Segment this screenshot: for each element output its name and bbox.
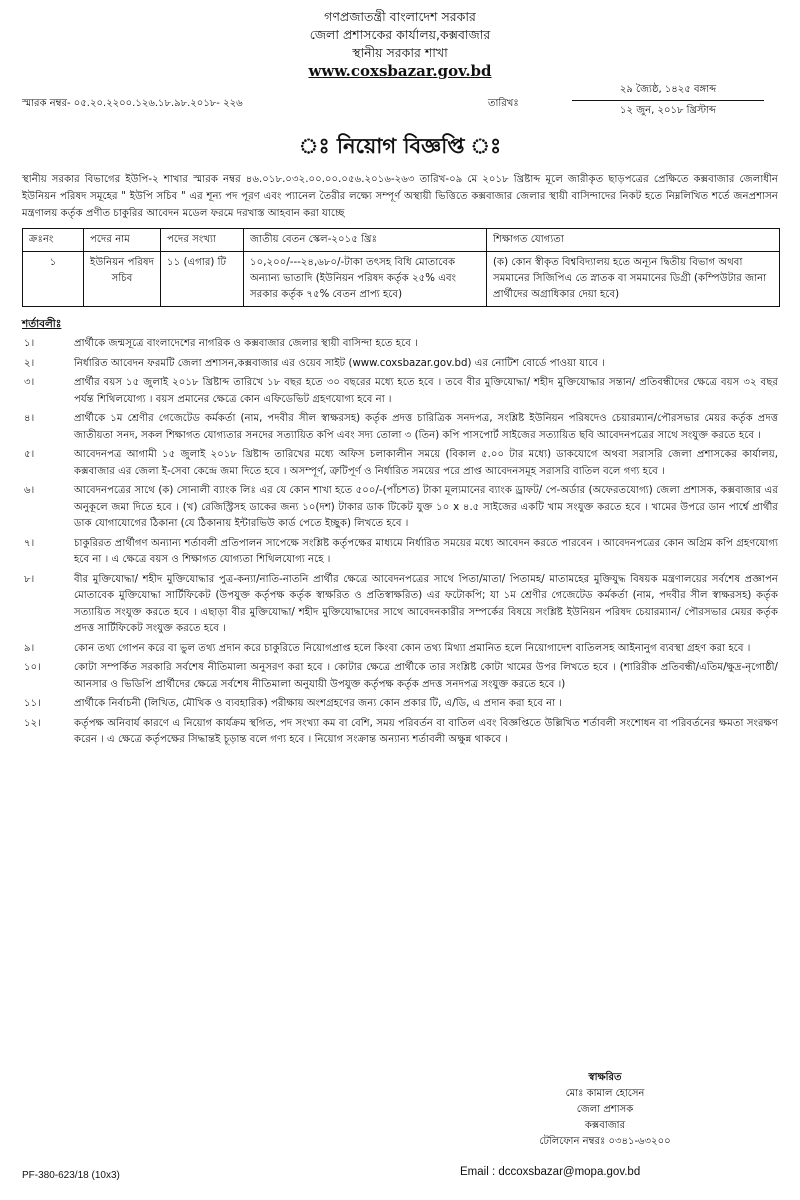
condition-item [22, 536, 778, 569]
col-scale: জাতীয় বেতন স্কেল-২০১৫ খ্রিঃ [244, 229, 487, 252]
cell-post: ইউনিয়ন পরিষদ সচিব [84, 252, 161, 307]
condition-number: ৫। [24, 449, 35, 460]
condition-text: প্রার্থীকে নির্বাচনী (লিখিত, মৌখিক ও ব্যবহারিক) পরীক্ষায় অংশগ্রহণের জন্য কোন প্রকার টি, এ/ডি, এ প্রদান করা হবে না । [74, 698, 563, 709]
condition-item [22, 411, 778, 444]
date-divider [572, 100, 764, 101]
intro-paragraph: স্থানীয় সরকার বিভাগের ইউপি-২ শাখার স্মারক নম্বর ৪৬.০১৮.০৩২.০০.০০.০৫৬.২০১৬-২৬৩ তারিখ-০৯ মে ২০১৮ খ্রিষ্টাব্দ মূলে জারীকৃত ছাড়পত্রের প্রেক্ষিতে কক্সবাজার জেলাধীন ইউনিয়ন পরিষদ সমূহের " ইউপি সচিব " এর শূন্য পদ পূরণ এবং প্যানেল তৈরীর লক্ষ্যে সম্পূর্ণ অস্থায়ী ভিত্তিতে কক্সবাজার জেলার স্থায়ী বাসিন্দাদের নিকট হতে নিম্নলিখিত শর্তে জনপ্রশাসন মন্ত্রণালয় কর্তৃক প্রণীত চাকুরির আবেদন মডেল ফরমে দরখাস্ত আহবান করা যাচ্ছে [22, 174, 778, 219]
notice-title: ঃ নিয়োগ বিজ্ঞপ্তি ঃ [298, 134, 502, 158]
branch-name: স্থানীয় সরকার শাখা [352, 45, 448, 60]
condition-text: কোটা সম্পর্কিত সরকারি সর্বশেষ নীতিমালা অনুসরণ করা হবে । কোটার ক্ষেত্রে প্রার্থীকে তার সংশ্লিষ্ট কোটা খামের উপর লিখতে হবে । (শারিরীক প্রতিবন্ধী/এতিম/ক্ষুদ্র-নৃগোষ্ঠী/আনসার ও ভিডিপি প্রার্থীদের ক্ষেত্রে সর্বশেষ নীতিমালা অনুযায়ী উপযুক্ত কর্তৃপক্ষ কর্তৃক প্রদত্ত সনদপত্র সংযুক্ত করতে হবে ।) [74, 662, 778, 690]
date-english: ১২ জুন, ২০১৮ খ্রিস্টাব্দ [620, 105, 716, 116]
memo-row [18, 82, 782, 128]
condition-number: ১০। [24, 662, 41, 673]
condition-item [22, 447, 778, 480]
condition-item [22, 336, 778, 353]
signed-label: স্বাক্ষরিত [588, 1072, 622, 1083]
condition-number: ৭। [24, 537, 35, 549]
condition-item [22, 483, 778, 533]
govt-name: গণপ্রজাতন্ত্রী বাংলাদেশ সরকার [324, 9, 476, 24]
condition-text: প্রার্থীর বয়স ১৫ জুলাই ২০১৮ খ্রিষ্টাব্দ তারিখে ১৮ বছর হতে ৩০ বছরের মধ্যে হতে হবে । তবে বীর মুক্তিযোদ্ধা/ শহীদ মুক্তিযোদ্ধার সন্তান/ প্রতিবন্ধীদের ক্ষেত্রে বয়স ৩২ বছর পর্যন্ত শিথিলযোগ্য । বয়স প্রমানের ক্ষেত্রে কোন এফিডেভিট গ্রহণযোগ্য হবে না । [74, 377, 778, 405]
condition-text: চাকুরিরত প্রার্থীগণ অন্যান্য শর্তাবলী প্রতিপালন সাপেক্ষে সংশ্লিষ্ট কর্তৃপক্ষের মাধ্যমে নির্ধারিত সময়ের মধ্যে আবেদন করতে পারবেন । আবেদনপত্রের কোন অগ্রিম কপি গ্রহণযোগ্য হবে না । এ ক্ষেত্রে বয়স ও শিক্ষাগত যোগ্যতা শিথিলযোগ্য নহে । [74, 537, 778, 565]
condition-text: আবেদনপত্রের সাথে (ক) সোনালী ব্যাংক লিঃ এর যে কোন শাখা হতে ৫০০/-(পাঁচশত) টাকা মূল্যমানের ব্যাংক ড্রাফট/ পে-অর্ডার (অফেরতযোগ্য) জেলা প্রশাসক, কক্সবাজার এর অনুকূলে জমা দিতে হবে । (খ) রেজিস্ট্রিসহ ডাকের জন্য ১০(দশ) টাকার ডাক টিকেট যুক্ত ১০ x ৪.৫ সাইজের একটি খাম সংযুক্ত করতে হবে । খামের উপরে ডান পার্শ্বে প্রার্থীর ডাক যোগাযোগের ঠিকানা (যে ঠিকানায় ইন্টারভিউ কার্ড পেতে ইচ্ছুক) লিখতে হবে । [74, 485, 778, 529]
col-post: পদের নাম [84, 229, 161, 252]
col-count: পদের সংখ্যা [161, 229, 244, 252]
posts-table [22, 228, 780, 307]
col-qualification: শিক্ষাগত যোগ্যতা [487, 229, 780, 252]
condition-item [22, 641, 778, 658]
table-row [23, 252, 780, 307]
publication-code: PF-380-623/18 (10x3) [22, 1170, 120, 1181]
cell-scale: ১০,২০০/---২৪,৬৮০/-টাকা তৎসহ বিধি মোতাবেক অন্যান্য ভাতাদি (ইউনিয়ন পরিষদ কর্তৃক ২৫% এবং সরকার কর্তৃক ৭৫% বেতন প্রাপ্য হবে) [244, 252, 487, 307]
condition-text: বীর মুক্তিযোদ্ধা/ শহীদ মুক্তিযোদ্ধার পুত্র-কন্যা/নাতি-নাতনি প্রার্থীর ক্ষেত্রে আবেদনপত্রের সাথে পিতা/মাতা/ পিতামহ/ মাতামহের মুক্তিযুদ্ধ বিষয়ক মন্ত্রণালয়ের সর্বশেষ প্রজ্ঞাপন মোতাবেক মুক্তিযোদ্ধা সার্টিফিকেট (উপযুক্ত কর্তৃপক্ষ কর্তৃক স্বাক্ষরিত ও প্রতিস্বাক্ষরিত) এর ফটোকপি; যা ১ম শ্রেণীর গেজেটেড কর্মকর্তা (নাম, পদবীর সীল স্বাক্ষরসহ) কর্তৃক সত্যায়িত সংযুক্ত করতে হবে । এছাড়া বীর মুক্তিযোদ্ধা/ শহীদ মুক্তিযোদ্ধাদের সাথে আবেদনকারীর সম্পর্কের বিষয়ে সংশ্লিষ্ট ইউনিয়ন পরিষদ চেয়ারম্যান/ পৌরসভার মেয়র কর্তৃক প্রদত্ত সার্টিফিকেট সংযুক্ত করতে হবে । [74, 573, 778, 634]
condition-number: ২। [24, 357, 35, 369]
contact-email[interactable]: Email : dccoxsbazar@mopa.gov.bd [460, 1166, 641, 1178]
signatory-name: মোঃ কামাল হোসেন [565, 1088, 645, 1099]
condition-number: ১১। [24, 698, 41, 709]
date-label: তারিখঃ [488, 98, 519, 109]
condition-number: ১২। [24, 717, 41, 729]
date-block [558, 82, 778, 119]
condition-number: ৬। [24, 485, 35, 496]
cell-qualification: (ক) কোন স্বীকৃত বিশ্ববিদ্যালয় হতে অন্যূন দ্বিতীয় বিভাগ অথবা সমমানের সিজিপিএ তে স্নাতক বা সমমানের ডিগ্রী (কম্পিউটার জানা প্রার্থীদের অগ্রাধিকার দেয়া হবে) [487, 252, 780, 307]
condition-item [22, 572, 778, 638]
signatory-place: কক্সবাজার [584, 1120, 626, 1131]
condition-item [22, 356, 778, 373]
date-bangla: ২৯ জ্যৈষ্ঠ, ১৪২৫ বঙ্গাব্দ [619, 84, 717, 95]
table-header-row [23, 229, 780, 252]
condition-number: ১। [24, 338, 35, 349]
condition-text: কোন তথ্য গোপন করে বা ভুল তথ্য প্রদান করে চাকুরিতে নিয়োগপ্রাপ্ত হলে কিংবা কোন তথ্য মিথ্যা প্রমানিত হলে নিয়োগাদেশ বাতিলসহ আইনানুগ ব্যবস্থা গ্রহণ করা হবে । [74, 642, 751, 654]
condition-number: ৩। [24, 377, 35, 388]
memo-number: স্মারক নম্বর- ০৫.২০.২২০০.১২৬.১৮.৯৮.২০১৮- ২২৬ [22, 98, 243, 109]
telephone-number: টেলিফোন নম্বরঃ ০৩৪১-৬৩২০০ [539, 1136, 671, 1147]
condition-text: কর্তৃপক্ষ অনিবার্য কারণে এ নিয়োগ কার্যক্রম স্থগিত, পদ সংখ্যা কম বা বেশি, সময় পরিবর্তন বা বাতিল এবং বিজ্ঞপ্তিতে উল্লিখিত শর্তাবলী সংশোধন বা পরিবর্তনের ক্ষমতা সংরক্ষণ করেন । এ ক্ষেত্রে কর্তৃপক্ষের সিদ্ধান্তই চূড়ান্ত বলে গণ্য হবে । নিয়োগ সংক্রান্ত অন্যান্য শর্তাবলী অক্ষুন্ন থাকবে । [74, 717, 778, 745]
condition-text: প্রার্থীকে ১ম শ্রেণীর গেজেটেড কর্মকর্তা (নাম, পদবীর সীল স্বাক্ষরসহ) কর্তৃক প্রদত্ত চারিত্রিক সনদপত্র, সংশ্লিষ্ট ইউনিয়ন পরিষদেও চেয়ারম্যান/পৌরসভার মেয়র কর্তৃক প্রদত্ত জাতীয়তা সনদ, সকল শিক্ষাগত যোগ্যতার সনদের সত্যায়িত কপি এবং সদ্য তোলা ৩ (তিন) কপি পাসপোর্ট সাইজের সত্যায়িত ছবি আবেদনপত্রের সাথে সংযুক্ত করতে হবে । [74, 413, 778, 441]
condition-item [22, 716, 778, 749]
condition-number: ৮। [24, 573, 35, 585]
office-name: জেলা প্রশাসকের কার্যালয়,কক্সবাজার [309, 27, 491, 42]
condition-item [22, 696, 778, 713]
condition-number: ৯। [24, 642, 35, 654]
conditions-list [22, 336, 778, 749]
cell-count: ১১ (এগার) টি [161, 252, 244, 307]
conditions-heading: শর্তাবলীঃ [22, 318, 62, 330]
letterhead [18, 8, 782, 80]
condition-text: প্রার্থীকে জন্মসূত্রে বাংলাদেশের নাগরিক ও কক্সবাজার জেলার স্থায়ী বাসিন্দা হতে হবে । [74, 338, 418, 349]
website-link[interactable]: www.coxsbazar.gov.bd [308, 62, 492, 80]
signature-block [520, 1070, 690, 1150]
signatory-designation: জেলা প্রশাসক [576, 1104, 634, 1115]
condition-text: নির্ধারিত আবেদন ফরমটি জেলা প্রশাসন,কক্সবাজার এর ওয়েব সাইট (www.coxsbazar.gov.bd) এর নোটিশ বোর্ডে পাওয়া যাবে । [74, 357, 605, 369]
condition-text: আবেদনপত্র আগামী ১৫ জুলাই ২০১৮ খ্রিষ্টাব্দ তারিখের মধ্যে অফিস চলাকালীন সময়ে (বিকাল ৫.০০ টার মধ্যে) ডাকযোগে অথবা সরাসরি জেলা প্রশাসকের কার্যালয়, কক্সবাজার এর জেলা ই-সেবা কেন্দ্রে জমা দিতে হবে । অসম্পূর্ণ, ত্রুটিপূর্ণ ও নির্ধারিত সময়ের পরে প্রাপ্ত আবেদনসমূহ সরাসরি বাতিল বলে গণ্য হবে । [74, 449, 778, 477]
condition-number: ৪। [24, 413, 35, 424]
condition-item [22, 660, 778, 693]
col-serial: ক্রঃনং [23, 229, 84, 252]
condition-item [22, 375, 778, 408]
cell-serial: ১ [23, 252, 84, 307]
